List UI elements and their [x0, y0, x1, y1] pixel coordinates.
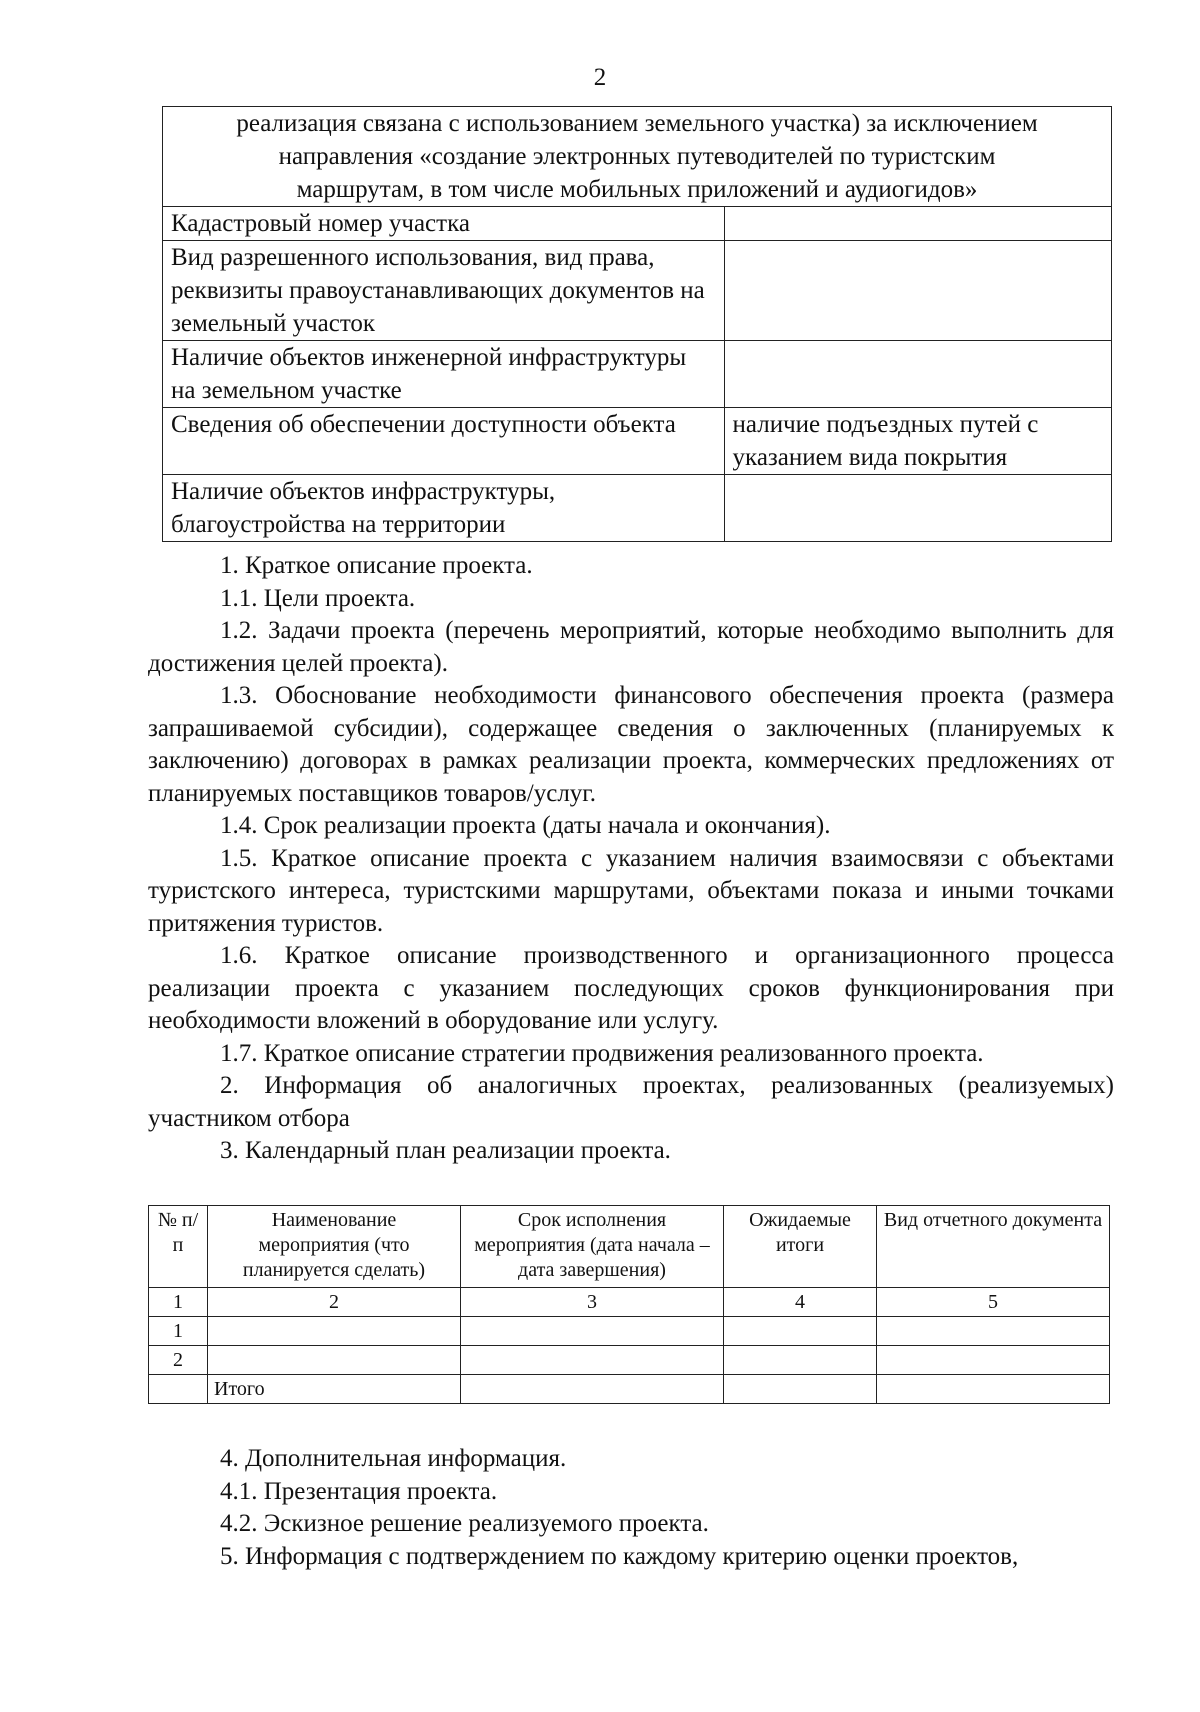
table-row: [163, 241, 1112, 341]
row-value: наличие подъездных путей с указанием вида покрытия: [724, 408, 1111, 475]
table-row: [163, 341, 1112, 408]
paragraph: 1.7. Краткое описание стратегии продвижения реализованного проекта.: [220, 1039, 984, 1067]
table-cell: [461, 1346, 724, 1375]
table-cell: [461, 1317, 724, 1346]
document-body: [148, 550, 1114, 1168]
table-cell: [724, 1317, 877, 1346]
column-number: 3: [461, 1288, 724, 1317]
column-number: 5: [877, 1288, 1110, 1317]
table-row: [163, 475, 1112, 542]
table-cell: [724, 1346, 877, 1375]
header-expected-results: Ожидаемые итоги: [724, 1206, 877, 1288]
column-number: 1: [149, 1288, 208, 1317]
paragraph: 4. Дополнительная информация.: [220, 1445, 567, 1472]
table-cell: [724, 1375, 877, 1404]
header-deadline: Срок исполнения мероприятия (дата начала – дата завершения): [461, 1206, 724, 1288]
row-number: 1: [149, 1317, 208, 1346]
paragraph: 1.1. Цели проекта.: [220, 584, 416, 612]
table-row: [149, 1317, 1110, 1346]
paragraph: 1.2. Задачи проекта (перечень мероприятий, которые необходимо выполнить для достижения целей проекта).: [148, 617, 1114, 677]
table-header-row: [163, 107, 1112, 207]
table-row: [163, 207, 1112, 241]
page-number: 2: [593, 64, 607, 91]
row-label: Вид разрешенного использования, вид права, реквизиты правоустанавливающих документов на земельный участок: [163, 241, 725, 341]
table-cell: [877, 1375, 1110, 1404]
table-cell: [461, 1375, 724, 1404]
paragraph: 1.4. Срок реализации проекта (даты начала и окончания).: [220, 812, 831, 839]
paragraph: 2. Информация об аналогичных проектах, реализованных (реализуемых) участником отбора: [148, 1072, 1114, 1132]
paragraph: 1.3. Обоснование необходимости финансового обеспечения проекта (размера запрашиваемой субсидии), содержащее сведения о заключенных (планируемых к заключению) договорах в рамках реализации проекта, коммерческих предложениях от планируемых поставщиков товаров/услуг.: [148, 682, 1114, 807]
table-header-cell: [163, 107, 1112, 207]
paragraph: 3. Календарный план реализации проекта.: [220, 1137, 671, 1164]
paragraph: 1.6. Краткое описание производственного и организационного процесса реализации проекта с указанием последующих сроков функционирования при необходимости вложений в оборудование или услугу.: [148, 942, 1114, 1034]
paragraph: 4.2. Эскизное решение реализуемого проекта.: [220, 1510, 709, 1537]
table-cell: [877, 1317, 1110, 1346]
document-body-continued: [148, 1443, 1114, 1573]
paragraph: 1. Краткое описание проекта.: [220, 552, 533, 579]
column-number: 2: [208, 1288, 461, 1317]
header-line: направления «создание электронных путеводителей по туристским: [278, 143, 996, 170]
row-value: [724, 341, 1111, 408]
header-line: маршрутам, в том числе мобильных приложений и аудиогидов»: [296, 176, 978, 203]
row-label: Сведения об обеспечении доступности объекта: [163, 408, 725, 475]
paragraph: 1.5. Краткое описание проекта с указанием наличия взаимосвязи с объектами туристского интереса, туристскими маршрутами, объектами показа и иными точками притяжения туристов.: [148, 844, 1114, 937]
row-label: Наличие объектов инфраструктуры, благоустройства на территории: [163, 475, 725, 542]
row-number: [149, 1375, 208, 1404]
column-numbers-row: [149, 1288, 1110, 1317]
header-report-document: Вид отчетного документа: [877, 1206, 1110, 1288]
column-number: 4: [724, 1288, 877, 1317]
header-number: № п/п: [149, 1206, 208, 1288]
paragraph: 4.1. Презентация проекта.: [220, 1477, 498, 1505]
header-line: реализация связана с использованием земельного участка) за исключением: [236, 110, 1038, 137]
table-cell: [877, 1346, 1110, 1375]
table-row: [149, 1346, 1110, 1375]
table-cell: [208, 1346, 461, 1375]
row-label: Кадастровый номер участка: [163, 207, 725, 241]
row-value: [724, 241, 1111, 341]
paragraph: 5. Информация с подтверждением по каждому критерию оценки проектов,: [220, 1542, 1019, 1570]
table-cell: [208, 1317, 461, 1346]
row-value: [724, 207, 1111, 241]
project-info-table: [162, 106, 1112, 542]
row-value: [724, 475, 1111, 542]
total-label: Итого: [208, 1375, 461, 1404]
row-label: Наличие объектов инженерной инфраструктуры на земельном участке: [163, 341, 725, 408]
plan-header-row: [149, 1206, 1110, 1288]
total-row: [149, 1375, 1110, 1404]
table-row: [163, 408, 1112, 475]
header-activity-name: Наименование мероприятия (что планируется сделать): [208, 1206, 461, 1288]
calendar-plan-table: [148, 1205, 1110, 1404]
row-number: 2: [149, 1346, 208, 1375]
